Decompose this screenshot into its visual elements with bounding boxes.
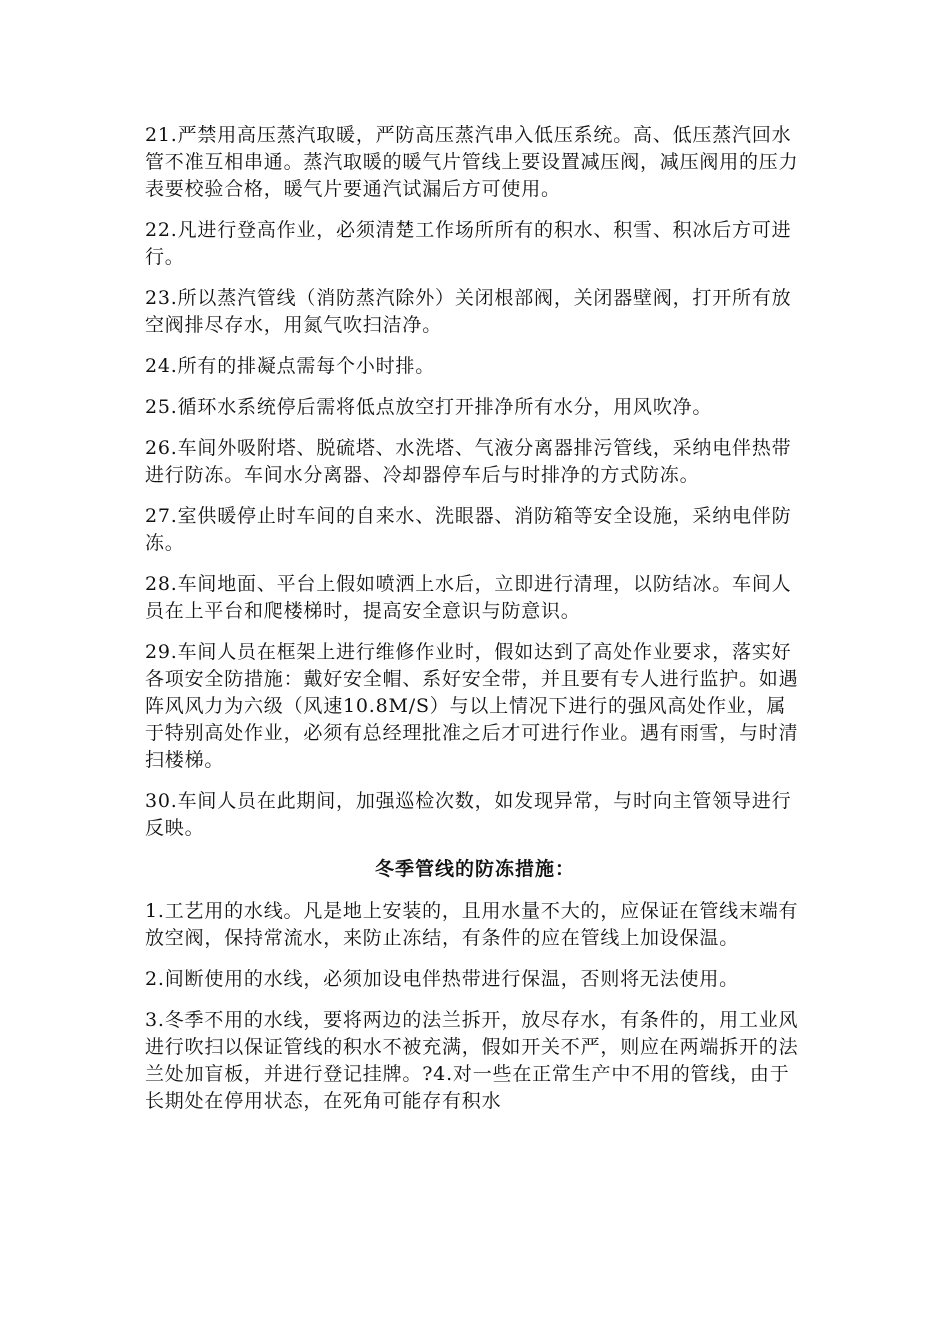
paragraph-measure-3: 3.冬季不用的水线，要将两边的法兰拆开，放尽存水，有条件的，用工业风进行吹扫以保证管线的积水不被充满，假如开关不严，则应在两端拆开的法兰处加盲板，并进行登记挂牌。?4.对一些在正常生产中不用的管线，由于长期处在停用状态，在死角可能存有积水 xyxy=(145,1009,799,1112)
paragraph-item-30: 30.车间人员在此期间，加强巡检次数，如发现异常，与时向主管领导进行反映。 xyxy=(145,790,792,839)
paragraph-item-28: 28.车间地面、平台上假如喷洒上水后，立即进行清理，以防结冰。车间人员在上平台和爬楼梯时，提高安全意识与防意识。 xyxy=(145,573,792,622)
paragraph-item-27: 27.室供暖停止时车间的自来水、洗眼器、消防箱等安全设施，采纳电伴防冻。 xyxy=(145,505,792,554)
paragraph-measure-1: 1.工艺用的水线。凡是地上安装的，且用水量不大的，应保证在管线末端有放空阀，保持常流水，来防止冻结，有条件的应在管线上加设保温。 xyxy=(145,900,799,949)
section-heading: 冬季管线的防冻措施： xyxy=(374,858,575,880)
paragraph-item-22: 22.凡进行登高作业，必须清楚工作场所所有的积水、积雪、积冰后方可进行。 xyxy=(145,219,792,268)
paragraph-item-23: 23.所以蒸汽管线（消防蒸汽除外）关闭根部阀，关闭器壁阀，打开所有放空阀排尽存水，用氮气吹扫洁净。 xyxy=(145,287,792,336)
paragraph-item-25: 25.循环水系统停后需将低点放空打开排净所有水分，用风吹净。 xyxy=(145,396,713,418)
paragraph-item-21: 21.严禁用高压蒸汽取暖，严防高压蒸汽串入低压系统。高、低压蒸汽回水管不准互相串通。蒸汽取暖的暖气片管线上要设置减压阀，减压阀用的压力表要校验合格，暖气片要通汽试漏后方可使用。 xyxy=(145,124,799,200)
paragraph-item-29: 29.车间人员在框架上进行维修作业时，假如达到了高处作业要求，落实好各项安全防措施：戴好安全帽、系好安全带，并且要有专人进行监护。如遇阵风风力为六级（风速10.8M/S）与以上情况下进行的强风高处作业，属于特别高处作业，必须有总经理批准之后才可进行作业。遇有雨雪，与时清扫楼梯。 xyxy=(145,641,799,771)
paragraph-item-26: 26.车间外吸附塔、脱硫塔、水洗塔、气液分离器排污管线，采纳电伴热带进行防冻。车间水分离器、冷却器停车后与时排净的方式防冻。 xyxy=(145,437,792,486)
document-body xyxy=(145,122,805,1129)
paragraph-item-24: 24.所有的排凝点需每个小时排。 xyxy=(145,355,436,377)
paragraph-measure-2: 2.间断使用的水线，必须加设电伴热带进行保温，否则将无法使用。 xyxy=(145,968,739,990)
